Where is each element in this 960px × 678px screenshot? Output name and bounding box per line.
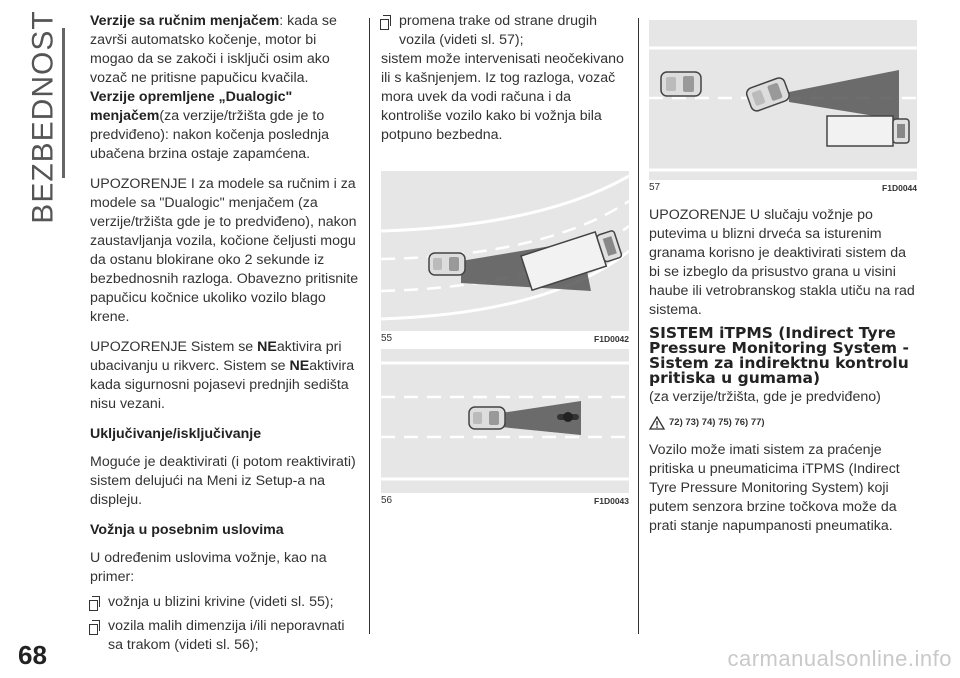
paragraph-manual-gearbox: Verzije sa ručnim menjačem: kada se završi automatsko kočenje, motor bi mogao da se zakoči i isključi osim ako vozač ne pritisne papučicu kvačila. (90, 13, 337, 86)
figure-caption: 56 F1D0043 (381, 495, 629, 506)
column-right (649, 20, 917, 547)
column-middle (381, 12, 629, 507)
curve-road-illustration (381, 171, 629, 331)
motorcycle-road-illustration (381, 349, 629, 493)
figure-caption: 55 F1D0042 (381, 333, 629, 344)
paragraph-intervention: sistem može intervenisati neočekivano ili s kašnjenjem. Iz tog razloga, vozač mora uvek da vodi računa i da kontroliše vozilo kako bi vožnja bila potpuno bezbedna. (381, 51, 624, 143)
warning-tree-branches: UPOZORENJE U slučaju vožnje po putevima u blizni drveća sa isturenim granama korisno je deaktivirati sistem da bi se izbeglo da prisustvo grana u visini haube ili vetrobranskog stakla utiču na rad sistema. (649, 207, 915, 318)
heading-special-conditions: Vožnja u posebnim uslovima (90, 522, 284, 538)
checkbox-bullet-icon (92, 620, 100, 631)
watermark: carmanualsonline.info (727, 646, 952, 671)
paragraph-deactivate: Moguće je deaktivirati (i potom reaktivirati) sistem delujući na Meni iz Setup-a na displeju. (90, 454, 356, 508)
list-item: vozila malih dimenzija i/ili neporavnati sa trakom (videti sl. 56); (90, 617, 362, 655)
paragraph-dualogic: Verzije opremljene „Dualogic" menjačem(za verzije/tržišta gde je to predviđeno): nakon kočenja poslednja ubačena brzina ostaje zapamćena. (90, 89, 329, 162)
list-item: vožnja u blizini krivine (videti sl. 55); (90, 593, 362, 612)
list-item: promena trake od strane drugih vozila (videti sl. 57); (381, 12, 629, 50)
figure-caption: 57 F1D0044 (649, 182, 917, 193)
checkbox-bullet-icon (92, 596, 100, 607)
warning-brake-calipers: UPOZORENJE I za modele sa ručnim i za modele sa "Dualogic" menjačem (za verzije/tržišta gde je to predviđeno), nakon zaustavljanja vozila, kočione čeljusti mogu da ostanu blokirane oko 2 sekunde iz bezbednosnih razloga. Obavezno pritisnite papučicu kočnice ukoliko vozilo blago krene. (90, 176, 359, 325)
paragraph-conditions-intro: U određenim uslovima vožnje, kao na primer: (90, 550, 327, 585)
column-left (90, 12, 362, 660)
section-title: BEZBEDNOST (27, 10, 60, 224)
paragraph-itpms-description: Vozilo može imati sistem za praćenje pritiska u pneumaticima iTPMS (Indirect Tyre Pressure Monitoring System) koji putem senzora brzine točkova može da prati stanje napumpanosti pneumatika. (649, 442, 900, 534)
warning-references: 72) 73) 74) 75) 76) 77) (649, 413, 917, 432)
page-number: 68 (18, 640, 47, 670)
paragraph-itpms-markets: (za verzije/tržišta, gde je predviđeno) (649, 389, 881, 405)
warning-reverse: UPOZORENJE Sistem se NEaktivira pri ubacivanju u rikverc. Sistem se NEaktivira kada sigurnosni pojasevi prednjih sedišta nisu vezani. (90, 339, 355, 412)
lane-change-illustration (649, 20, 917, 180)
figure-57 (649, 20, 917, 194)
section-heading-itpms: SISTEM iTPMS (Indirect Tyre Pressure Monitoring System - Sistem za indirektnu kontrolu pritiska u gumama) (649, 324, 909, 387)
figure-55 (381, 171, 629, 345)
column-divider (638, 18, 639, 634)
heading-on-off: Uključivanje/isključivanje (90, 426, 262, 442)
checkbox-bullet-icon (383, 15, 391, 26)
figure-56 (381, 349, 629, 507)
column-divider (369, 18, 370, 634)
warning-triangle-icon (649, 416, 665, 430)
